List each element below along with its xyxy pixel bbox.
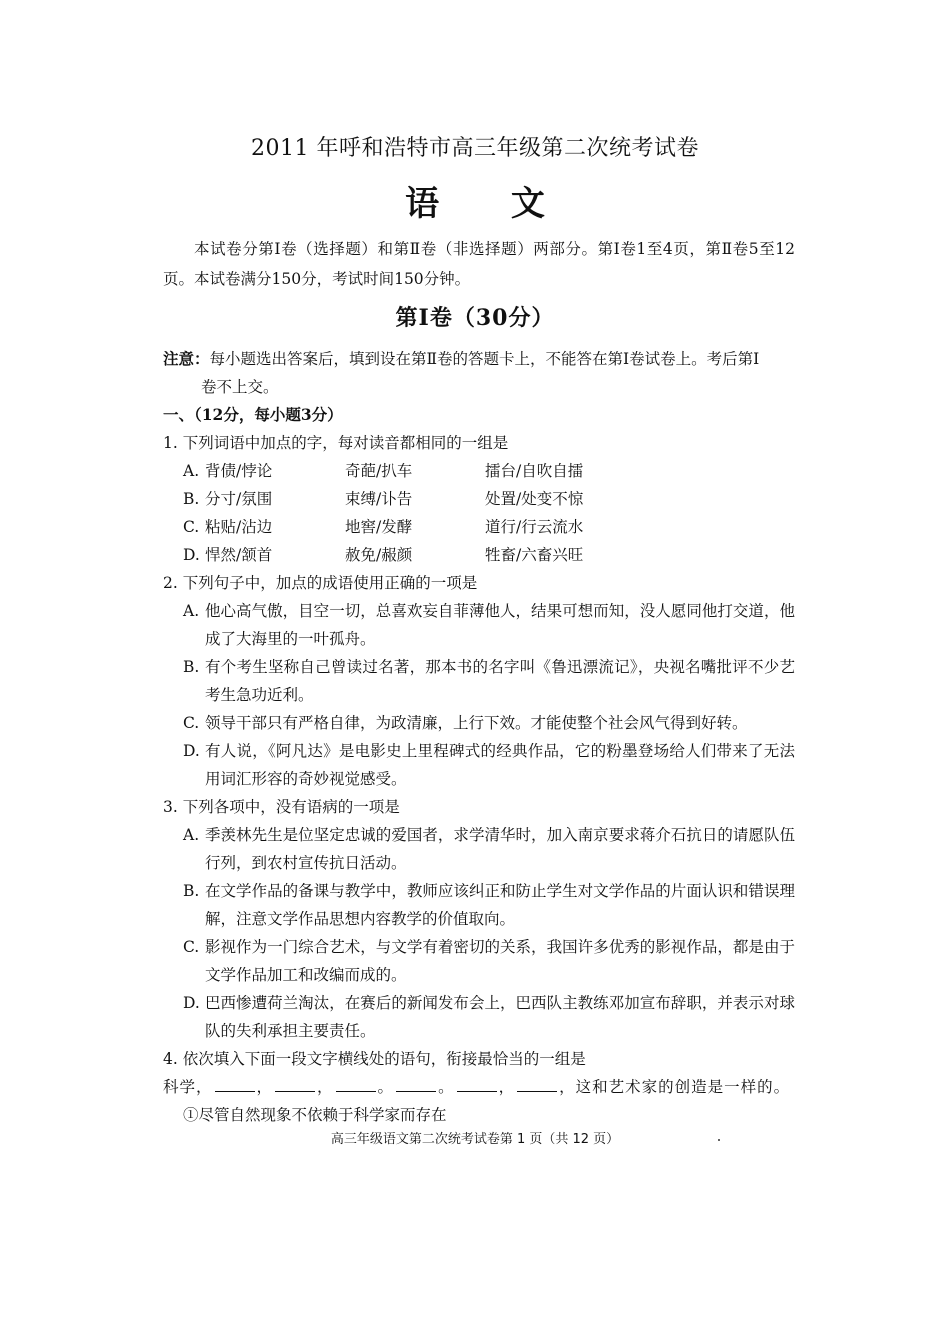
option-letter: C.	[183, 938, 200, 956]
content	[163, 345, 795, 1129]
volume-title: 第Ⅰ卷（30分）	[395, 305, 555, 331]
page-footer: 高三年级语文第二次统考试卷第 1 页（共 12 页）	[330, 1132, 620, 1147]
q1-option-c	[163, 513, 795, 541]
section-heading: 一、（12分，每小题3分）	[163, 405, 343, 424]
option-text: 在文学作品的备课与教学中，教师应该纠正和防止学生对文学作品的片面认识和错误理解，注意文学作品思想内容教学的价值取向。	[205, 882, 795, 928]
option-text: 有人说，《阿凡达》是电影史上里程碑式的经典作品，它的粉墨登场给人们带来了无法用词汇形容的奇妙视觉感受。	[205, 742, 795, 788]
option-letter: B.	[183, 882, 200, 900]
option-col-1: 粘贴/沾边	[205, 518, 273, 536]
option-letter: C.	[183, 518, 200, 536]
option-col-3: 牲畜/六畜兴旺	[485, 546, 584, 564]
option-text: 领导干部只有严格自律，为政清廉，上行下效。才能使整个社会风气得到好转。	[205, 714, 748, 732]
option-col-2: 赦免/赧颜	[345, 546, 413, 564]
notice	[163, 345, 795, 373]
q1-option-d	[163, 541, 795, 569]
question-1-stem: 1. 下列词语中加点的字，每对读音都相同的一组是	[163, 434, 509, 452]
q2-option-a	[163, 597, 795, 653]
answer-blank	[336, 1075, 376, 1092]
option-letter: D.	[183, 546, 200, 564]
option-col-3: 处置/处变不惊	[485, 490, 584, 508]
option-col-3: 道行/行云流水	[485, 518, 584, 536]
option-col-2: 束缚/讣告	[345, 490, 413, 508]
option-col-3: 擂台/自吹自擂	[485, 462, 584, 480]
q1-option-a	[163, 457, 795, 485]
option-text: 季羡林先生是位坚定忠诚的爱国者，求学清华时，加入南京要求蒋介石抗日的请愿队伍行列，到农村宣传抗日活动。	[205, 826, 795, 872]
option-text: 巴西惨遭荷兰淘汰，在赛后的新闻发布会上，巴西队主教练邓加宣布辞职，并表示对球队的失利承担主要责任。	[205, 994, 795, 1040]
q2-option-b	[163, 653, 795, 709]
notice-line-1: 每小题选出答案后，填到设在第Ⅱ卷的答题卡上，不能答在第Ⅰ卷试卷上。考后第Ⅰ	[209, 350, 760, 368]
option-col-2: 奇葩/扒车	[345, 462, 413, 480]
exam-title: 2011 年呼和浩特市高三年级第二次统考试卷	[251, 136, 699, 161]
question-2-stem: 2. 下列句子中，加点的成语使用正确的一项是	[163, 574, 478, 592]
blank-sentence-end: ，这和艺术家的创造是一样的。	[559, 1078, 791, 1096]
option-col-1: 分寸/氛围	[205, 490, 273, 508]
blank-sentence-start: 科学，	[163, 1078, 213, 1096]
intro-paragraph: 本试卷分第Ⅰ卷（选择题）和第Ⅱ卷（非选择题）两部分。第Ⅰ卷1至4页，第Ⅱ卷5至12页。本试卷满分150分，考试时间150分钟。	[163, 240, 795, 288]
option-letter: D.	[183, 742, 200, 760]
option-text: 影视作为一门综合艺术，与文学有着密切的关系，我国许多优秀的影视作品，都是由于文学作品加工和改编而成的。	[205, 938, 795, 984]
notice-label: 注意：	[163, 349, 210, 368]
option-letter: A.	[183, 602, 200, 620]
option-text: 他心高气傲，目空一切，总喜欢妄自菲薄他人，结果可想而知，没人愿同他打交道，他成了大海里的一叶孤舟。	[205, 602, 795, 648]
q4-item-1: ①尽管自然现象不依赖于科学家而存在	[183, 1106, 447, 1124]
answer-blank	[275, 1075, 315, 1092]
option-letter: A.	[183, 462, 200, 480]
answer-blank	[457, 1075, 497, 1092]
option-text: 有个考生坚称自己曾读过名著，那本书的名字叫《鲁迅漂流记》，央视名嘴批评不少艺考生急功近利。	[205, 658, 795, 704]
q3-option-c	[163, 933, 795, 989]
option-letter: C.	[183, 714, 200, 732]
option-col-1: 背债/悖论	[205, 462, 273, 480]
option-col-1: 悍然/颔首	[205, 546, 273, 564]
q3-option-d	[163, 989, 795, 1045]
notice-line-2: 卷不上交。	[201, 378, 279, 396]
q1-option-b	[163, 485, 795, 513]
option-letter: D.	[183, 994, 200, 1012]
answer-blank	[215, 1075, 255, 1092]
q3-option-a	[163, 821, 795, 877]
scan-speck	[718, 1139, 720, 1141]
question-4-stem: 4. 依次填入下面一段文字横线处的语句，衔接最恰当的一组是	[163, 1050, 586, 1068]
question-3-stem: 3. 下列各项中，没有语病的一项是	[163, 798, 400, 816]
q4-blank-sentence: 科学， ， ， 。 。 ， ，这和艺术家的创造是一样的。	[163, 1073, 795, 1101]
q3-option-b	[163, 877, 795, 933]
answer-blank	[517, 1075, 557, 1092]
subject-title: 语 文	[405, 184, 575, 224]
option-letter: A.	[183, 826, 200, 844]
option-letter: B.	[183, 490, 200, 508]
q2-option-d	[163, 737, 795, 793]
q2-option-c	[163, 709, 795, 737]
option-col-2: 地窖/发酵	[345, 518, 413, 536]
answer-blank	[396, 1075, 436, 1092]
option-letter: B.	[183, 658, 200, 676]
